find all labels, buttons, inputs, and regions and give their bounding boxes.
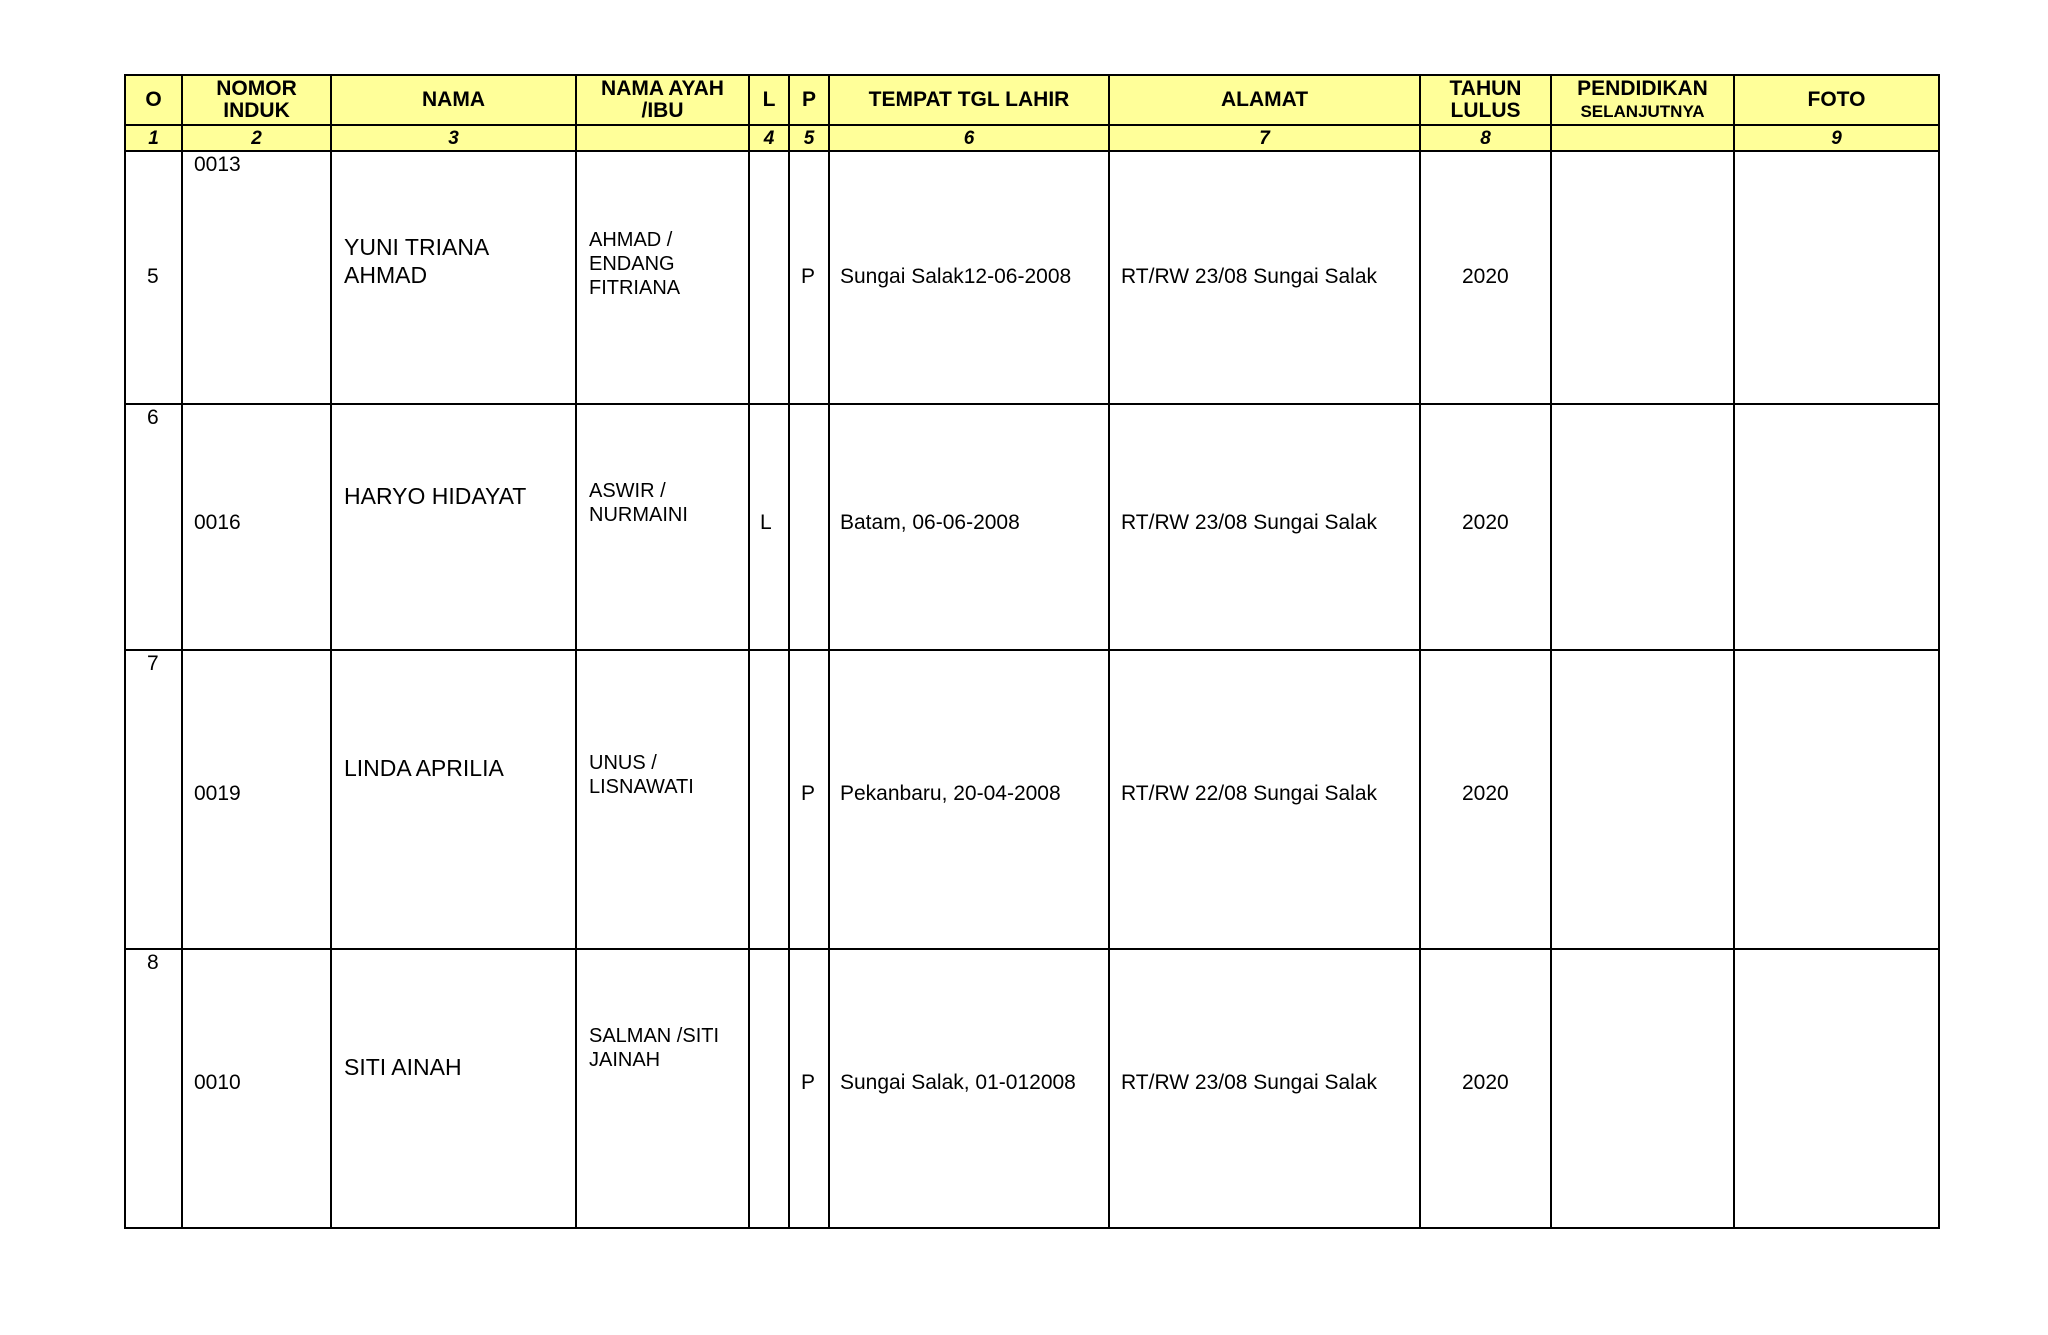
row-nama: LINDA APRILIA xyxy=(344,755,504,781)
row-ttl: Sungai Salak12-06-2008 xyxy=(840,265,1072,288)
cell-foto xyxy=(1734,650,1939,949)
row-no: 8 xyxy=(147,951,159,974)
row-nama: SITI AINAH xyxy=(344,1054,462,1080)
row-alamat: RT/RW 23/08 Sungai Salak xyxy=(1121,511,1378,534)
table-row xyxy=(125,404,1939,650)
cell-no xyxy=(125,151,182,404)
cell-ttl xyxy=(829,151,1109,404)
row-p: P xyxy=(801,782,816,805)
row-alamat: RT/RW 23/08 Sungai Salak xyxy=(1121,1071,1378,1094)
cell-tahun-lulus xyxy=(1420,404,1551,650)
header-l: L xyxy=(749,75,789,125)
row-l: L xyxy=(760,511,772,534)
table-row xyxy=(125,151,1939,404)
row-tahun-lulus: 2020 xyxy=(1462,1071,1509,1094)
header-p: P xyxy=(789,75,829,125)
colnum-no: 1 xyxy=(125,125,182,151)
row-p: P xyxy=(801,1071,816,1094)
row-tahun-lulus: 2020 xyxy=(1462,511,1509,534)
cell-nama xyxy=(331,650,576,949)
colnum-pendidikan xyxy=(1551,125,1734,151)
header-row xyxy=(125,75,1939,125)
colnum-nama-ortu xyxy=(576,125,749,151)
header-no: O xyxy=(125,75,182,125)
row-nomor-induk: 0013 xyxy=(194,153,241,176)
table-row xyxy=(125,949,1939,1228)
row-nama-ortu: UNUS / LISNAWATI xyxy=(589,752,694,798)
cell-alamat xyxy=(1109,949,1420,1228)
cell-foto xyxy=(1734,949,1939,1228)
row-tahun-lulus: 2020 xyxy=(1462,782,1509,805)
cell-nomor-induk xyxy=(182,404,331,650)
colnum-l: 4 xyxy=(749,125,789,151)
cell-foto xyxy=(1734,404,1939,650)
cell-l xyxy=(749,949,789,1228)
header-pendidikan: PENDIDIKAN SELANJUTNYA xyxy=(1551,75,1734,125)
header-pendidikan-sub: SELANJUTNYA xyxy=(1580,102,1705,121)
cell-pendidikan xyxy=(1551,949,1734,1228)
cell-alamat xyxy=(1109,404,1420,650)
row-ttl: Sungai Salak, 01-012008 xyxy=(840,1071,1076,1094)
cell-ttl xyxy=(829,650,1109,949)
row-tahun-lulus: 2020 xyxy=(1462,265,1509,288)
row-nama-ortu: ASWIR / NURMAINI xyxy=(589,480,688,526)
row-ttl: Pekanbaru, 20-04-2008 xyxy=(840,782,1061,805)
cell-alamat xyxy=(1109,650,1420,949)
header-tahun-lulus: TAHUN LULUS xyxy=(1420,75,1551,125)
cell-l xyxy=(749,151,789,404)
header-nama-ortu: NAMA AYAH /IBU xyxy=(576,75,749,125)
cell-nama-ortu xyxy=(576,949,749,1228)
cell-tahun-lulus xyxy=(1420,949,1551,1228)
row-nama: YUNI TRIANA AHMAD xyxy=(344,234,490,288)
colnum-ttl: 6 xyxy=(829,125,1109,151)
cell-p xyxy=(789,650,829,949)
cell-nomor-induk xyxy=(182,949,331,1228)
cell-nama-ortu xyxy=(576,404,749,650)
row-no: 7 xyxy=(147,652,159,675)
cell-nama-ortu xyxy=(576,650,749,949)
row-ttl: Batam, 06-06-2008 xyxy=(840,511,1020,534)
column-number-row xyxy=(125,125,1939,151)
row-nama: HARYO HIDAYAT xyxy=(344,483,527,509)
colnum-foto: 9 xyxy=(1734,125,1939,151)
cell-nama xyxy=(331,404,576,650)
cell-pendidikan xyxy=(1551,650,1734,949)
row-nomor-induk: 0019 xyxy=(194,782,241,805)
header-ttl: TEMPAT TGL LAHIR xyxy=(829,75,1109,125)
cell-l xyxy=(749,650,789,949)
row-nomor-induk: 0010 xyxy=(194,1071,241,1094)
colnum-nomor-induk: 2 xyxy=(182,125,331,151)
row-no: 6 xyxy=(147,406,159,429)
cell-foto xyxy=(1734,151,1939,404)
cell-nomor-induk xyxy=(182,650,331,949)
cell-no xyxy=(125,650,182,949)
colnum-nama: 3 xyxy=(331,125,576,151)
row-nomor-induk: 0016 xyxy=(194,511,241,534)
table-row xyxy=(125,650,1939,949)
cell-nama xyxy=(331,949,576,1228)
cell-no xyxy=(125,404,182,650)
cell-tahun-lulus xyxy=(1420,650,1551,949)
cell-ttl xyxy=(829,404,1109,650)
header-foto: FOTO xyxy=(1734,75,1939,125)
cell-pendidikan xyxy=(1551,404,1734,650)
cell-nomor-induk xyxy=(182,151,331,404)
student-ledger-table xyxy=(124,74,1940,1229)
cell-p xyxy=(789,404,829,650)
row-nama-ortu: SALMAN /SITI JAINAH xyxy=(589,1025,720,1071)
cell-p xyxy=(789,949,829,1228)
colnum-p: 5 xyxy=(789,125,829,151)
colnum-tahun-lulus: 8 xyxy=(1420,125,1551,151)
row-nama-ortu: AHMAD / ENDANG FITRIANA xyxy=(589,229,681,299)
colnum-alamat: 7 xyxy=(1109,125,1420,151)
header-nomor-induk: NOMOR INDUK xyxy=(182,75,331,125)
row-alamat: RT/RW 22/08 Sungai Salak xyxy=(1121,782,1378,805)
cell-l xyxy=(749,404,789,650)
cell-nama xyxy=(331,151,576,404)
cell-tahun-lulus xyxy=(1420,151,1551,404)
cell-ttl xyxy=(829,949,1109,1228)
cell-alamat xyxy=(1109,151,1420,404)
cell-no xyxy=(125,949,182,1228)
header-nama: NAMA xyxy=(331,75,576,125)
row-p: P xyxy=(801,265,816,288)
header-alamat: ALAMAT xyxy=(1109,75,1420,125)
cell-p xyxy=(789,151,829,404)
cell-pendidikan xyxy=(1551,151,1734,404)
row-alamat: RT/RW 23/08 Sungai Salak xyxy=(1121,265,1378,288)
cell-nama-ortu xyxy=(576,151,749,404)
row-no: 5 xyxy=(147,265,159,288)
